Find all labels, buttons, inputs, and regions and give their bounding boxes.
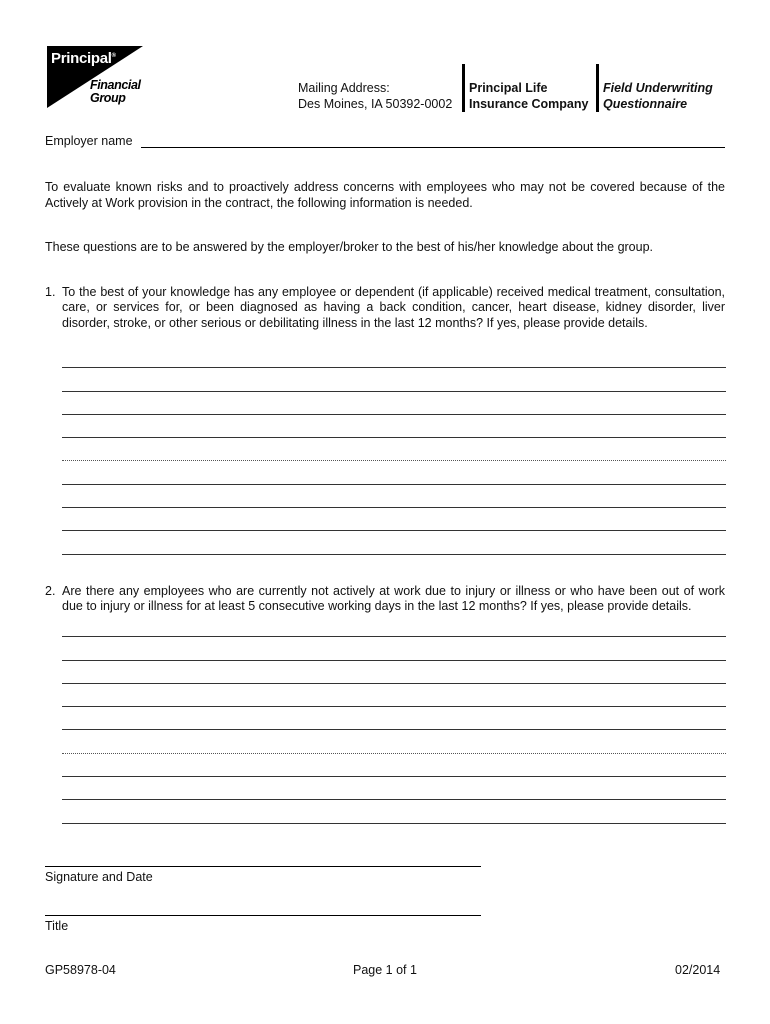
answer-line[interactable] xyxy=(62,614,726,637)
title-field[interactable] xyxy=(45,915,481,916)
question-2-answer-area[interactable] xyxy=(62,614,726,824)
signature-label: Signature and Date xyxy=(45,870,153,884)
answer-line[interactable] xyxy=(62,730,726,753)
employer-name-label: Employer name xyxy=(45,134,133,148)
answer-line[interactable] xyxy=(62,800,726,823)
mailing-address: Mailing Address: Des Moines, IA 50392-0002 xyxy=(298,81,453,111)
header-divider xyxy=(596,64,599,112)
header-divider xyxy=(462,64,465,112)
form-date: 02/2014 xyxy=(675,963,721,977)
form-title: Field Underwriting Questionnaire xyxy=(603,81,713,111)
answer-line[interactable] xyxy=(62,754,726,777)
answer-line[interactable] xyxy=(62,637,726,660)
form-number: GP58978-04 xyxy=(45,963,116,977)
answer-line[interactable] xyxy=(62,461,726,484)
answer-line[interactable] xyxy=(62,661,726,684)
question-number: 2. xyxy=(45,584,56,598)
page-number: Page 1 of 1 xyxy=(353,963,417,977)
question-1-answer-area[interactable] xyxy=(62,345,726,555)
principal-logo xyxy=(47,46,143,108)
question-2 xyxy=(45,584,725,615)
logo-brand: Principal® xyxy=(51,50,116,67)
answer-line[interactable] xyxy=(62,707,726,730)
instructions-paragraph: These questions are to be answered by the employer/broker to the best of his/her knowledge about the group. xyxy=(45,240,654,254)
logo-subtitle: Financial Group xyxy=(90,78,141,105)
answer-line[interactable] xyxy=(62,531,726,554)
title-label: Title xyxy=(45,919,69,933)
answer-line[interactable] xyxy=(62,485,726,508)
answer-line[interactable] xyxy=(62,438,726,461)
answer-line[interactable] xyxy=(62,345,726,368)
answer-line[interactable] xyxy=(62,368,726,391)
question-text: Are there any employees who are currently not actively at work due to injury or illness or who have been out of work due to injury or illness for at least 5 consecutive working days in the last 12 months? If yes, please provide details. xyxy=(62,584,725,614)
answer-line[interactable] xyxy=(62,508,726,531)
signature-field[interactable] xyxy=(45,866,481,867)
answer-line[interactable] xyxy=(62,415,726,438)
answer-line[interactable] xyxy=(62,684,726,707)
question-text: To the best of your knowledge has any employee or dependent (if applicable) received medical treatment, consultation, care, or services for, or been diagnosed as having a back condition, cancer, heart disease, kidney disorder, liver disorder, stroke, or other serious or debilitating illness in the last 12 months? If yes, please provide details. xyxy=(62,285,725,330)
employer-name-field[interactable] xyxy=(141,147,725,148)
question-number: 1. xyxy=(45,285,56,299)
intro-paragraph: To evaluate known risks and to proactively address concerns with employees who may not be covered because of the Actively at Work provision in the contract, the following information is needed. xyxy=(45,180,725,210)
answer-line[interactable] xyxy=(62,777,726,800)
company-name: Principal Life Insurance Company xyxy=(469,81,589,111)
answer-line[interactable] xyxy=(62,392,726,415)
question-1 xyxy=(45,285,725,331)
